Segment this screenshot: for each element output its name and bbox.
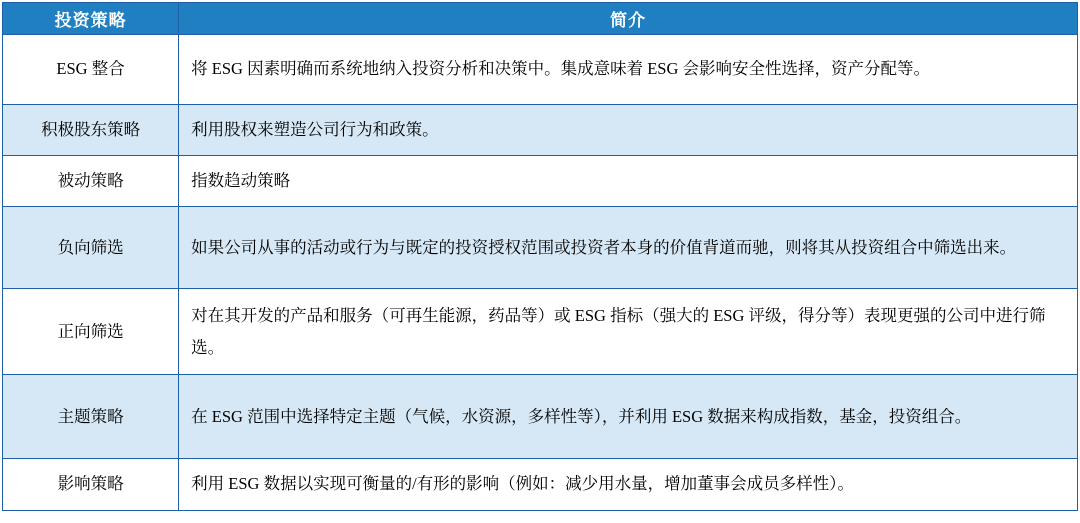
- cell-description: 对在其开发的产品和服务（可再生能源，药品等）或 ESG 指标（强大的 ESG 评级，得分等）表现更强的公司中进行筛选。: [179, 289, 1078, 375]
- table-header-row: [3, 3, 1078, 35]
- esg-strategy-table: [2, 2, 1078, 511]
- cell-description: 如果公司从事的活动或行为与既定的投资授权范围或投资者本身的价值背道而驰，则将其从投资组合中筛选出来。: [179, 207, 1078, 289]
- table-row: [3, 459, 1078, 510]
- table-row: [3, 289, 1078, 375]
- cell-strategy: ESG 整合: [3, 35, 179, 105]
- cell-strategy: 负向筛选: [3, 207, 179, 289]
- cell-strategy: 正向筛选: [3, 289, 179, 375]
- table-body: [3, 35, 1078, 511]
- cell-description: 指数趋动策略: [179, 156, 1078, 207]
- table-row: [3, 35, 1078, 105]
- cell-strategy: 积极股东策略: [3, 105, 179, 156]
- column-header-strategy: 投资策略: [3, 3, 179, 35]
- table-row: [3, 207, 1078, 289]
- cell-strategy: 影响策略: [3, 459, 179, 510]
- column-header-description: 简介: [179, 3, 1078, 35]
- cell-strategy: 被动策略: [3, 156, 179, 207]
- cell-description: 利用股权来塑造公司行为和政策。: [179, 105, 1078, 156]
- cell-strategy: 主题策略: [3, 375, 179, 459]
- table-row: [3, 156, 1078, 207]
- table-header: [3, 3, 1078, 35]
- cell-description: 利用 ESG 数据以实现可衡量的/有形的影响（例如：减少用水量，增加董事会成员多样性）。: [179, 459, 1078, 510]
- esg-strategy-table-container: [0, 2, 1080, 511]
- cell-description: 将 ESG 因素明确而系统地纳入投资分析和决策中。集成意味着 ESG 会影响安全性选择，资产分配等。: [179, 35, 1078, 105]
- table-row: [3, 375, 1078, 459]
- table-row: [3, 105, 1078, 156]
- cell-description: 在 ESG 范围中选择特定主题（气候，水资源，多样性等），并利用 ESG 数据来构成指数，基金，投资组合。: [179, 375, 1078, 459]
